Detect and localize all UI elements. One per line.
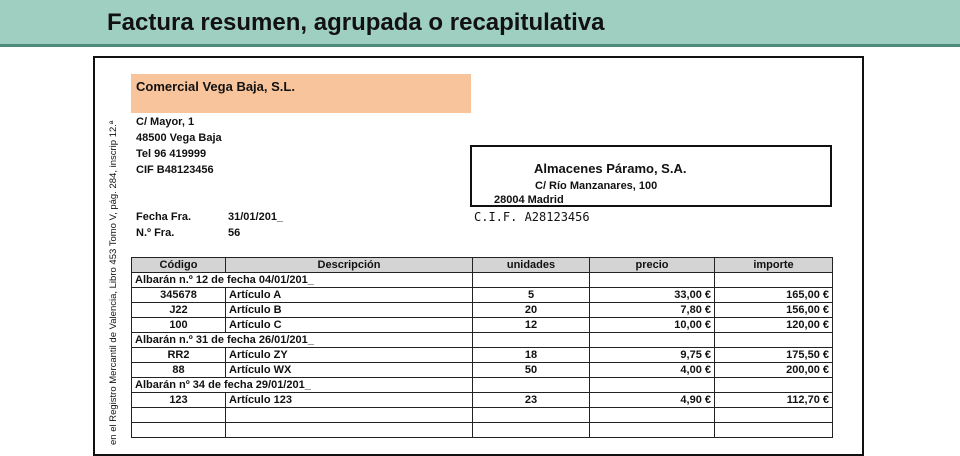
row-price: 10,00 €	[590, 318, 715, 333]
row-amount: 165,00 €	[715, 288, 833, 303]
row-code: RR2	[132, 348, 226, 363]
group-row	[132, 378, 833, 393]
row-units: 50	[473, 363, 590, 378]
header-description: Descripción	[226, 258, 473, 273]
table-row	[132, 318, 833, 333]
row-description: Artículo ZY	[226, 348, 473, 363]
row-price: 9,75 €	[590, 348, 715, 363]
table-row	[132, 363, 833, 378]
empty-cell	[715, 333, 833, 348]
table-row	[132, 303, 833, 318]
empty-cell	[473, 408, 590, 423]
delivery-note-title: Albarán nº 34 de fecha 29/01/201_	[132, 378, 473, 393]
banner-underline	[0, 44, 960, 47]
empty-cell	[226, 423, 473, 438]
header-price: precio	[590, 258, 715, 273]
row-description: Artículo WX	[226, 363, 473, 378]
header-code: Código	[132, 258, 226, 273]
empty-cell	[473, 333, 590, 348]
group-row	[132, 273, 833, 288]
issuer-phone: Tel 96 419999	[136, 148, 207, 160]
empty-cell	[715, 273, 833, 288]
registry-note: en el Registro Mercantil de Valencia, Libro 453 Tomo V, pág. 284, inscrip 12.ª	[108, 120, 119, 445]
table-header-row	[132, 258, 833, 273]
row-price: 4,00 €	[590, 363, 715, 378]
empty-cell	[590, 273, 715, 288]
row-units: 5	[473, 288, 590, 303]
empty-row	[132, 408, 833, 423]
issuer-street: C/ Mayor, 1	[136, 116, 195, 128]
invoice-date-label: Fecha Fra.	[136, 211, 192, 223]
empty-cell	[473, 423, 590, 438]
empty-row	[132, 423, 833, 438]
row-units: 12	[473, 318, 590, 333]
table-row	[132, 393, 833, 408]
empty-cell	[590, 333, 715, 348]
client-city: 28004 Madrid	[494, 194, 564, 206]
row-amount: 156,00 €	[715, 303, 833, 318]
issuer-city: 48500 Vega Baja	[136, 132, 222, 144]
invoice-lines-table	[131, 257, 833, 438]
header-units: unidades	[473, 258, 590, 273]
client-cif: C.I.F. A28123456	[474, 210, 590, 224]
row-code: J22	[132, 303, 226, 318]
invoice-number-label: N.º Fra.	[136, 227, 175, 239]
row-price: 4,90 €	[590, 393, 715, 408]
row-amount: 112,70 €	[715, 393, 833, 408]
header-amount: importe	[715, 258, 833, 273]
row-price: 33,00 €	[590, 288, 715, 303]
issuer-cif: CIF B48123456	[136, 164, 214, 176]
invoice-date-value: 31/01/201_	[228, 211, 284, 223]
table-row	[132, 288, 833, 303]
row-units: 23	[473, 393, 590, 408]
empty-cell	[226, 408, 473, 423]
empty-cell	[132, 423, 226, 438]
row-amount: 200,00 €	[715, 363, 833, 378]
row-amount: 120,00 €	[715, 318, 833, 333]
empty-cell	[715, 378, 833, 393]
invoice-number-value: 56	[228, 227, 241, 239]
delivery-note-title: Albarán n.º 31 de fecha 26/01/201_	[132, 333, 473, 348]
client-street: C/ Río Manzanares, 100	[535, 180, 658, 192]
row-code: 123	[132, 393, 226, 408]
table-row	[132, 348, 833, 363]
row-amount: 175,50 €	[715, 348, 833, 363]
page-title: Factura resumen, agrupada o recapitulativa	[107, 9, 605, 36]
row-description: Artículo 123	[226, 393, 473, 408]
empty-cell	[590, 378, 715, 393]
issuer-name: Comercial Vega Baja, S.L.	[136, 79, 295, 94]
row-code: 345678	[132, 288, 226, 303]
empty-cell	[473, 378, 590, 393]
row-units: 18	[473, 348, 590, 363]
empty-cell	[590, 423, 715, 438]
row-description: Artículo A	[226, 288, 473, 303]
row-price: 7,80 €	[590, 303, 715, 318]
empty-cell	[473, 273, 590, 288]
empty-cell	[590, 408, 715, 423]
row-code: 100	[132, 318, 226, 333]
row-description: Artículo B	[226, 303, 473, 318]
empty-cell	[132, 408, 226, 423]
row-units: 20	[473, 303, 590, 318]
empty-cell	[715, 408, 833, 423]
row-description: Artículo C	[226, 318, 473, 333]
row-code: 88	[132, 363, 226, 378]
group-row	[132, 333, 833, 348]
empty-cell	[715, 423, 833, 438]
client-name: Almacenes Páramo, S.A.	[534, 161, 687, 176]
delivery-note-title: Albarán n.º 12 de fecha 04/01/201_	[132, 273, 473, 288]
